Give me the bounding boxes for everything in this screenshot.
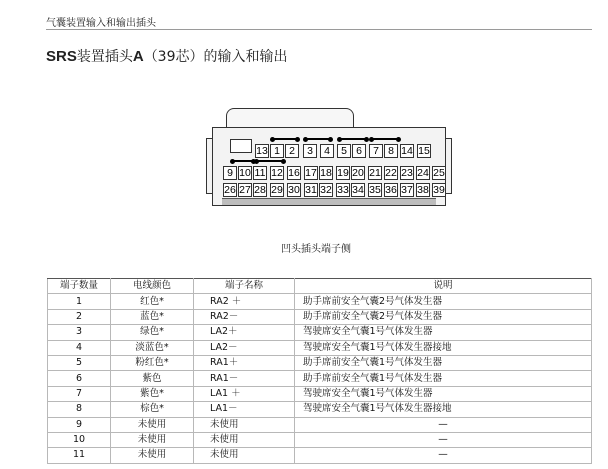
connector-pin: 11 — [254, 167, 266, 179]
table-row — [48, 371, 592, 386]
cell-terminal-name: RA1－ — [194, 371, 295, 386]
cell-terminal-count: 1 — [48, 294, 111, 309]
cell-description: 驾驶席安全气囊1号气体发生器接地 — [295, 402, 592, 417]
connector-pin: 22 — [385, 167, 397, 179]
cell-description: 驾驶席安全气囊1号气体发生器 — [295, 325, 592, 340]
connector-pin: 5 — [337, 144, 351, 158]
cell-terminal-count: 9 — [48, 417, 111, 432]
connector-pin: 21 — [369, 167, 381, 179]
connector-pin: 9 — [223, 166, 237, 180]
title-mid: 装置插头 — [76, 49, 133, 65]
shorting-bar — [371, 138, 399, 140]
diagram-caption: 凹头插头端子侧 — [281, 244, 351, 255]
connector-pin: 33 — [337, 184, 349, 196]
connector-pin: 38 — [417, 184, 429, 196]
shorting-bar — [256, 160, 284, 162]
cell-description: — — [295, 448, 592, 463]
page-title — [46, 46, 288, 66]
cell-wire-color: 红色* — [111, 294, 194, 309]
cell-terminal-name: LA2－ — [194, 340, 295, 355]
cell-terminal-name: 未使用 — [194, 448, 295, 463]
connector-pin: 37 — [401, 184, 413, 196]
title-suffix: （39芯）的输入和输出 — [143, 49, 288, 65]
connector-base — [222, 198, 436, 205]
table-row — [48, 340, 592, 355]
table-row — [48, 386, 592, 401]
cell-terminal-name: LA1 ＋ — [194, 386, 295, 401]
cell-description: 驾驶席安全气囊1号气体发生器接地 — [295, 340, 592, 355]
title-letter: A — [132, 48, 144, 65]
cell-terminal-count: 7 — [48, 386, 111, 401]
connector-pin: 8 — [384, 144, 398, 158]
cell-description: 助手席前安全气囊2号气体发生器 — [295, 309, 592, 324]
connector-pin: 25 — [433, 167, 445, 179]
table-row — [48, 402, 592, 417]
cell-wire-color: 绿色* — [111, 325, 194, 340]
shorting-bar-dot — [230, 159, 235, 164]
cell-terminal-count: 6 — [48, 371, 111, 386]
connector-pin: 18 — [320, 167, 332, 179]
shorting-bar-dot — [270, 137, 275, 142]
cell-terminal-name: RA2 ＋ — [194, 294, 295, 309]
cell-description: 驾驶席安全气囊1号气体发生器 — [295, 386, 592, 401]
cell-terminal-name: RA1＋ — [194, 355, 295, 370]
cell-wire-color: 未使用 — [111, 432, 194, 447]
cell-terminal-name: 未使用 — [194, 432, 295, 447]
shorting-bar — [339, 138, 367, 140]
connector-pin: 3 — [303, 144, 317, 158]
connector-pin: 17 — [305, 167, 317, 179]
connector-pin: 20 — [352, 167, 364, 179]
connector-right-guide — [446, 138, 452, 194]
cell-wire-color: 粉红色* — [111, 355, 194, 370]
connector-pin: 10 — [239, 167, 251, 179]
connector-pin: 16 — [288, 167, 300, 179]
connector-pin: 23 — [401, 167, 413, 179]
col-header-wire-color: 电线颜色 — [111, 279, 194, 294]
section-header: 气囊装置输入和输出插头 — [46, 18, 156, 29]
cell-description: — — [295, 432, 592, 447]
connector-pin: 39 — [433, 184, 445, 196]
connector-pin: 24 — [417, 167, 429, 179]
connector-pin: 32 — [320, 184, 332, 196]
connector-pin: 6 — [352, 144, 366, 158]
connector-pin: 2 — [285, 144, 299, 158]
shorting-bar-dot — [281, 159, 286, 164]
cell-wire-color: 未使用 — [111, 448, 194, 463]
cell-wire-color: 棕色* — [111, 402, 194, 417]
cell-wire-color: 紫色* — [111, 386, 194, 401]
cell-wire-color: 未使用 — [111, 417, 194, 432]
connector-pin: 27 — [239, 184, 251, 196]
table-row — [48, 355, 592, 370]
connector-pin: 30 — [288, 184, 300, 196]
shorting-bar-dot — [369, 137, 374, 142]
connector-pin: 15 — [418, 145, 430, 157]
cell-terminal-count: 5 — [48, 355, 111, 370]
col-header-terminal-count: 端子数量 — [48, 279, 111, 294]
connector-pin: 14 — [401, 145, 413, 157]
connector-pin: 19 — [337, 167, 349, 179]
cell-wire-color: 蓝色* — [111, 309, 194, 324]
connector-pin: 29 — [271, 184, 283, 196]
shorting-bar-dot — [303, 137, 308, 142]
table-header-row — [48, 279, 592, 294]
shorting-bar-dot — [328, 137, 333, 142]
cell-description: — — [295, 417, 592, 432]
connector-pin: 34 — [352, 184, 364, 196]
connector-pin: 26 — [224, 184, 236, 196]
cell-terminal-name: 未使用 — [194, 417, 295, 432]
connector-pin: 35 — [369, 184, 381, 196]
header-divider — [46, 29, 592, 30]
table-row — [48, 417, 592, 432]
shorting-bar-dot — [254, 159, 259, 164]
table-row — [48, 448, 592, 463]
cell-terminal-name: LA1－ — [194, 402, 295, 417]
table-row — [48, 294, 592, 309]
connector-pin: 1 — [270, 144, 284, 158]
connector-pin: 36 — [385, 184, 397, 196]
table-row — [48, 309, 592, 324]
cell-terminal-count: 3 — [48, 325, 111, 340]
shorting-bar-dot — [295, 137, 300, 142]
pin-table — [47, 278, 592, 464]
cell-terminal-count: 8 — [48, 402, 111, 417]
cell-description: 助手席前安全气囊1号气体发生器 — [295, 371, 592, 386]
cell-wire-color: 淡蓝色* — [111, 340, 194, 355]
col-header-description: 说明 — [295, 279, 592, 294]
cell-terminal-name: RA2－ — [194, 309, 295, 324]
table-row — [48, 325, 592, 340]
shorting-bar-dot — [396, 137, 401, 142]
cell-terminal-count: 4 — [48, 340, 111, 355]
col-header-terminal-name: 端子名称 — [194, 279, 295, 294]
connector-pin: 28 — [254, 184, 266, 196]
cell-terminal-count: 2 — [48, 309, 111, 324]
connector-pin: 13 — [256, 145, 268, 157]
cell-terminal-count: 10 — [48, 432, 111, 447]
cell-terminal-name: LA2＋ — [194, 325, 295, 340]
title-srs: SRS — [46, 48, 77, 65]
cell-description: 助手席前安全气囊1号气体发生器 — [295, 355, 592, 370]
table-row — [48, 432, 592, 447]
connector-key-slot — [230, 139, 252, 153]
cell-description: 助手席前安全气囊2号气体发生器 — [295, 294, 592, 309]
connector-pin: 12 — [271, 167, 283, 179]
cell-wire-color: 紫色 — [111, 371, 194, 386]
connector-pin: 7 — [369, 144, 383, 158]
cell-terminal-count: 11 — [48, 448, 111, 463]
connector-pin: 4 — [320, 144, 334, 158]
shorting-bar-dot — [337, 137, 342, 142]
connector-pin: 31 — [305, 184, 317, 196]
